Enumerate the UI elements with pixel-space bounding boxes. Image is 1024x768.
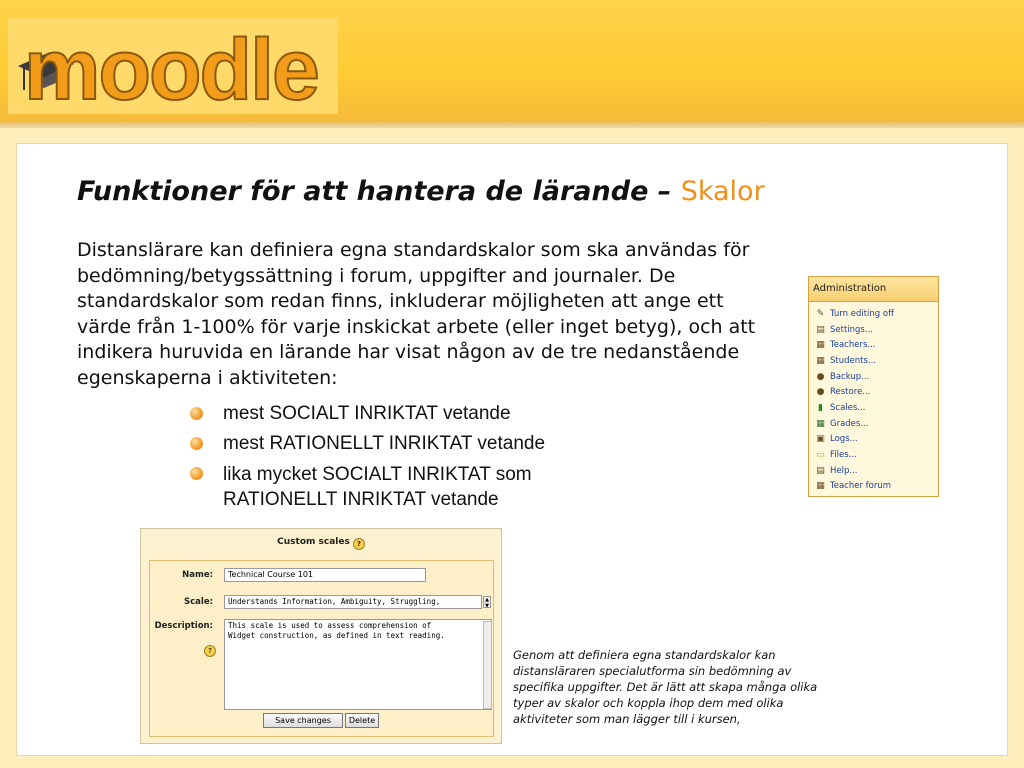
list-item: [190, 462, 610, 512]
admin-item-restore[interactable]: [815, 384, 938, 400]
admin-item-students[interactable]: [815, 353, 938, 369]
moodle-logo: [8, 18, 338, 118]
bullet-icon: [190, 437, 203, 450]
form-body: [149, 560, 494, 737]
name-label: Name:: [182, 570, 213, 580]
caption-text: Genom att definiera egna standardskalor kan distansläraren specialutforma sin bedömning av specifika uppgifter. Det är lätt att skapa många olika typer av skalor och koppla ihop dem med olika aktiviteter som man lägger till i kursen,: [513, 648, 818, 726]
description-scrollbar[interactable]: [483, 621, 492, 709]
delete-button[interactable]: Delete: [345, 713, 379, 728]
admin-item-label[interactable]: Teacher forum: [830, 481, 892, 492]
admin-item-scales[interactable]: [815, 400, 938, 416]
admin-item-label[interactable]: Scales...: [830, 402, 866, 413]
admin-item-backup[interactable]: [815, 369, 938, 385]
admin-item-label[interactable]: Teachers...: [830, 340, 876, 351]
scale-input[interactable]: Understands Information, Ambiguity, Struggling,: [224, 595, 482, 609]
save-changes-button[interactable]: Save changes: [263, 713, 343, 728]
scales-icon: ▮: [818, 402, 823, 413]
grades-icon: ▦: [816, 418, 825, 429]
admin-item-label[interactable]: Settings...: [830, 324, 873, 335]
admin-item-teachers[interactable]: [815, 337, 938, 353]
students-icon: ▦: [816, 355, 825, 366]
bullet-text: lika mycket SOCIALT INRIKTAT som RATIONELLT INRIKTAT vetande: [223, 464, 532, 510]
teachers-icon: ▦: [816, 340, 825, 351]
list-item: [190, 402, 610, 426]
name-input[interactable]: Technical Course 101: [224, 568, 426, 582]
admin-item-teacher-forum[interactable]: [815, 479, 938, 495]
admin-item-label[interactable]: Grades...: [830, 418, 869, 429]
form-title: [141, 537, 501, 550]
title-accent: Skalor: [680, 176, 765, 207]
admin-item-grades[interactable]: [815, 416, 938, 432]
bullet-list: [190, 402, 610, 518]
administration-menu: [809, 302, 938, 494]
help-icon[interactable]: ?: [353, 538, 365, 550]
scale-label: Scale:: [184, 597, 213, 607]
custom-scales-form: [140, 528, 502, 744]
scale-spinner[interactable]: ▲ ▼: [483, 596, 491, 608]
document-icon: ▤: [816, 324, 825, 335]
forum-icon: ▦: [816, 481, 825, 492]
logo-text: moodle: [24, 22, 318, 118]
form-title-text: Custom scales: [277, 537, 350, 547]
bullet-text: mest SOCIALT INRIKTAT vetande: [223, 403, 511, 424]
admin-item-label[interactable]: Turn editing off: [830, 308, 894, 319]
bullet-text: mest RATIONELLT INRIKTAT vetande: [223, 433, 546, 454]
admin-item-help[interactable]: [815, 463, 938, 479]
intro-paragraph: Distanslärare kan definiera egna standardskalor som ska användas för bedömning/betygssättning i forum, uppgifter and journaler. De standardskalor som redan finns, inkluderar möjligheten att ange ett värde från 1-100% för varje inskickat arbete (eller inget betyg), och att indikera huruvida en lärande har visat någon av de tre nedanstående egenskaperna i aktiviteten:: [77, 239, 756, 389]
admin-item-logs[interactable]: [815, 432, 938, 448]
administration-block: [808, 276, 939, 497]
admin-item-label[interactable]: Files...: [830, 450, 857, 461]
admin-item-settings[interactable]: [815, 322, 938, 338]
admin-item-files[interactable]: [815, 447, 938, 463]
description-label: Description:: [154, 621, 213, 631]
admin-item-label[interactable]: Logs...: [830, 434, 858, 445]
description-textarea[interactable]: This scale is used to assess comprehension of Widget construction, as defined in text reading.: [224, 619, 492, 710]
folder-icon: ▭: [816, 450, 825, 461]
list-item: [190, 432, 610, 456]
help-icon[interactable]: ?: [204, 645, 216, 657]
admin-item-label[interactable]: Backup...: [830, 371, 870, 382]
bullet-icon: [190, 467, 203, 480]
logs-icon: ▣: [816, 434, 825, 445]
title-main: Funktioner för att hantera de lärande –: [77, 176, 681, 207]
bullet-icon: [190, 407, 203, 420]
administration-title: Administration: [809, 277, 938, 302]
header-banner: [0, 0, 1024, 128]
help-document-icon: ▤: [816, 465, 825, 476]
admin-item-label[interactable]: Students...: [830, 355, 876, 366]
restore-icon: ●: [816, 387, 825, 398]
backup-icon: ●: [816, 371, 825, 382]
admin-item-turn-editing-off[interactable]: [815, 306, 938, 322]
admin-item-label[interactable]: Help...: [830, 465, 858, 476]
admin-item-label[interactable]: Restore...: [830, 387, 871, 398]
pencil-icon: ✎: [816, 308, 825, 319]
page-title: [77, 176, 765, 207]
